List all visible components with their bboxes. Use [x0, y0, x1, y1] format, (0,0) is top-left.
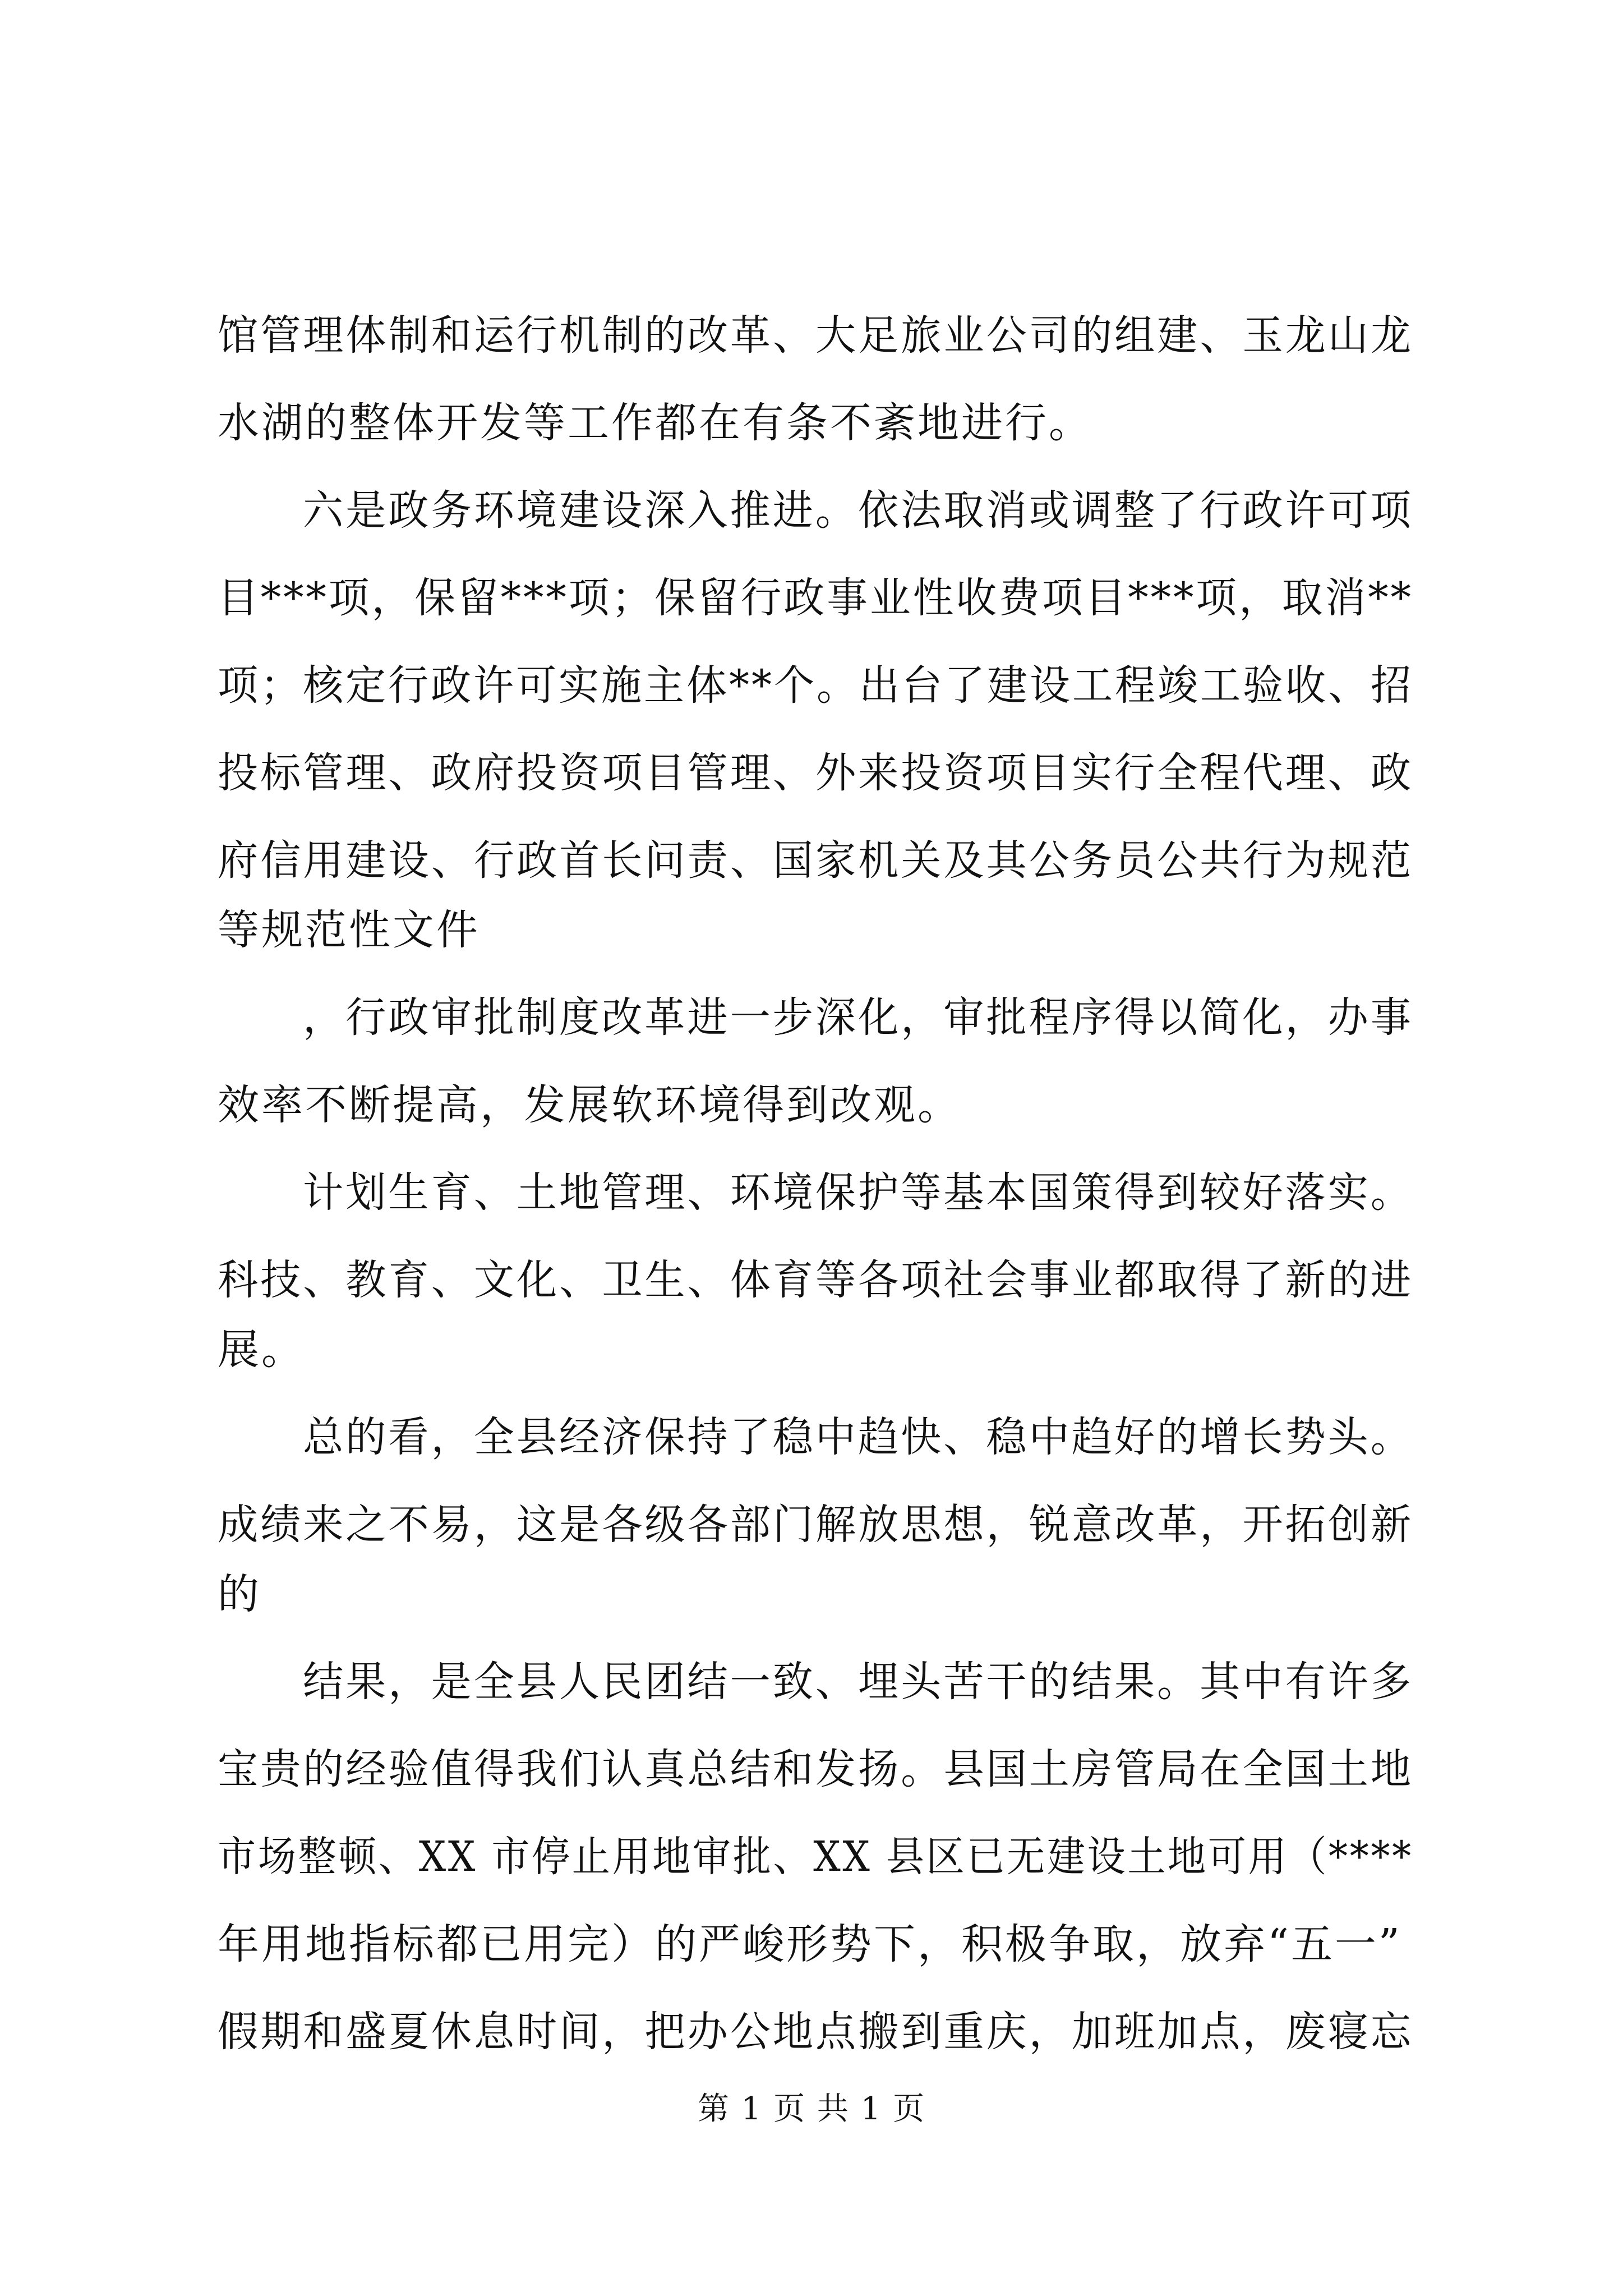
text-line: 等规范性文件 — [218, 906, 480, 954]
text-line: 的 — [218, 1570, 261, 1618]
text-line: 投标管理、政府投资项目管理、外来投资项目实行全程代理、政 — [218, 749, 1414, 797]
text-line: 效率不断提高，发展软环境得到改观。 — [218, 1081, 961, 1129]
paragraph-start-line: 六是政务环境建设深入推进。依法取消或调整了行政许可项 — [303, 486, 1413, 535]
text-line: 府信用建设、行政首长问责、国家机关及其公务员公共行为规范 — [218, 836, 1414, 885]
text-line: 科技、教育、文化、卫生、体育等各项社会事业都取得了新的进 — [218, 1256, 1414, 1304]
text-line: 宝贵的经验值得我们认真总结和发扬。县国土房管局在全国土地 — [218, 1745, 1414, 1793]
text-line: 目***项，保留***项；保留行政事业性收费项目***项，取消** — [218, 574, 1413, 622]
paragraph-start-line: 总的看，全县经济保持了稳中趋快、稳中趋好的增长势头。 — [303, 1413, 1413, 1461]
text-line: 项；核定行政许可实施主体**个。出台了建设工程竣工验收、招 — [218, 661, 1413, 710]
paragraph-start-line: ，行政审批制度改革进一步深化，审批程序得以简化，办事 — [303, 993, 1413, 1042]
text-line: 成绩来之不易，这是各级各部门解放思想，锐意改革，开拓创新 — [218, 1501, 1414, 1549]
text-line: 年用地指标都已用完）的严峻形势下，积极争取，放弃“五一” — [218, 1920, 1402, 1968]
paragraph-start-line: 计划生育、土地管理、环境保护等基本国策得到较好落实。 — [303, 1168, 1413, 1217]
text-line: 假期和盛夏休息时间，把办公地点搬到重庆，加班加点，废寝忘 — [218, 2008, 1414, 2056]
paragraph-start-line: 结果，是全县人民团结一致、埋头苦干的结果。其中有许多 — [303, 1658, 1413, 1706]
page-number-footer: 第 1 页 共 1 页 — [697, 2091, 926, 2127]
text-line: 市场整顿、XX 市停止用地审批、XX 县区已无建设土地可用（**** — [218, 1833, 1413, 1881]
text-line: 馆管理体制和运行机制的改革、大足旅业公司的组建、玉龙山龙 — [218, 311, 1414, 360]
text-line: 展。 — [218, 1326, 305, 1374]
text-line: 水湖的整体开发等工作都在有条不紊地进行。 — [218, 399, 1092, 447]
